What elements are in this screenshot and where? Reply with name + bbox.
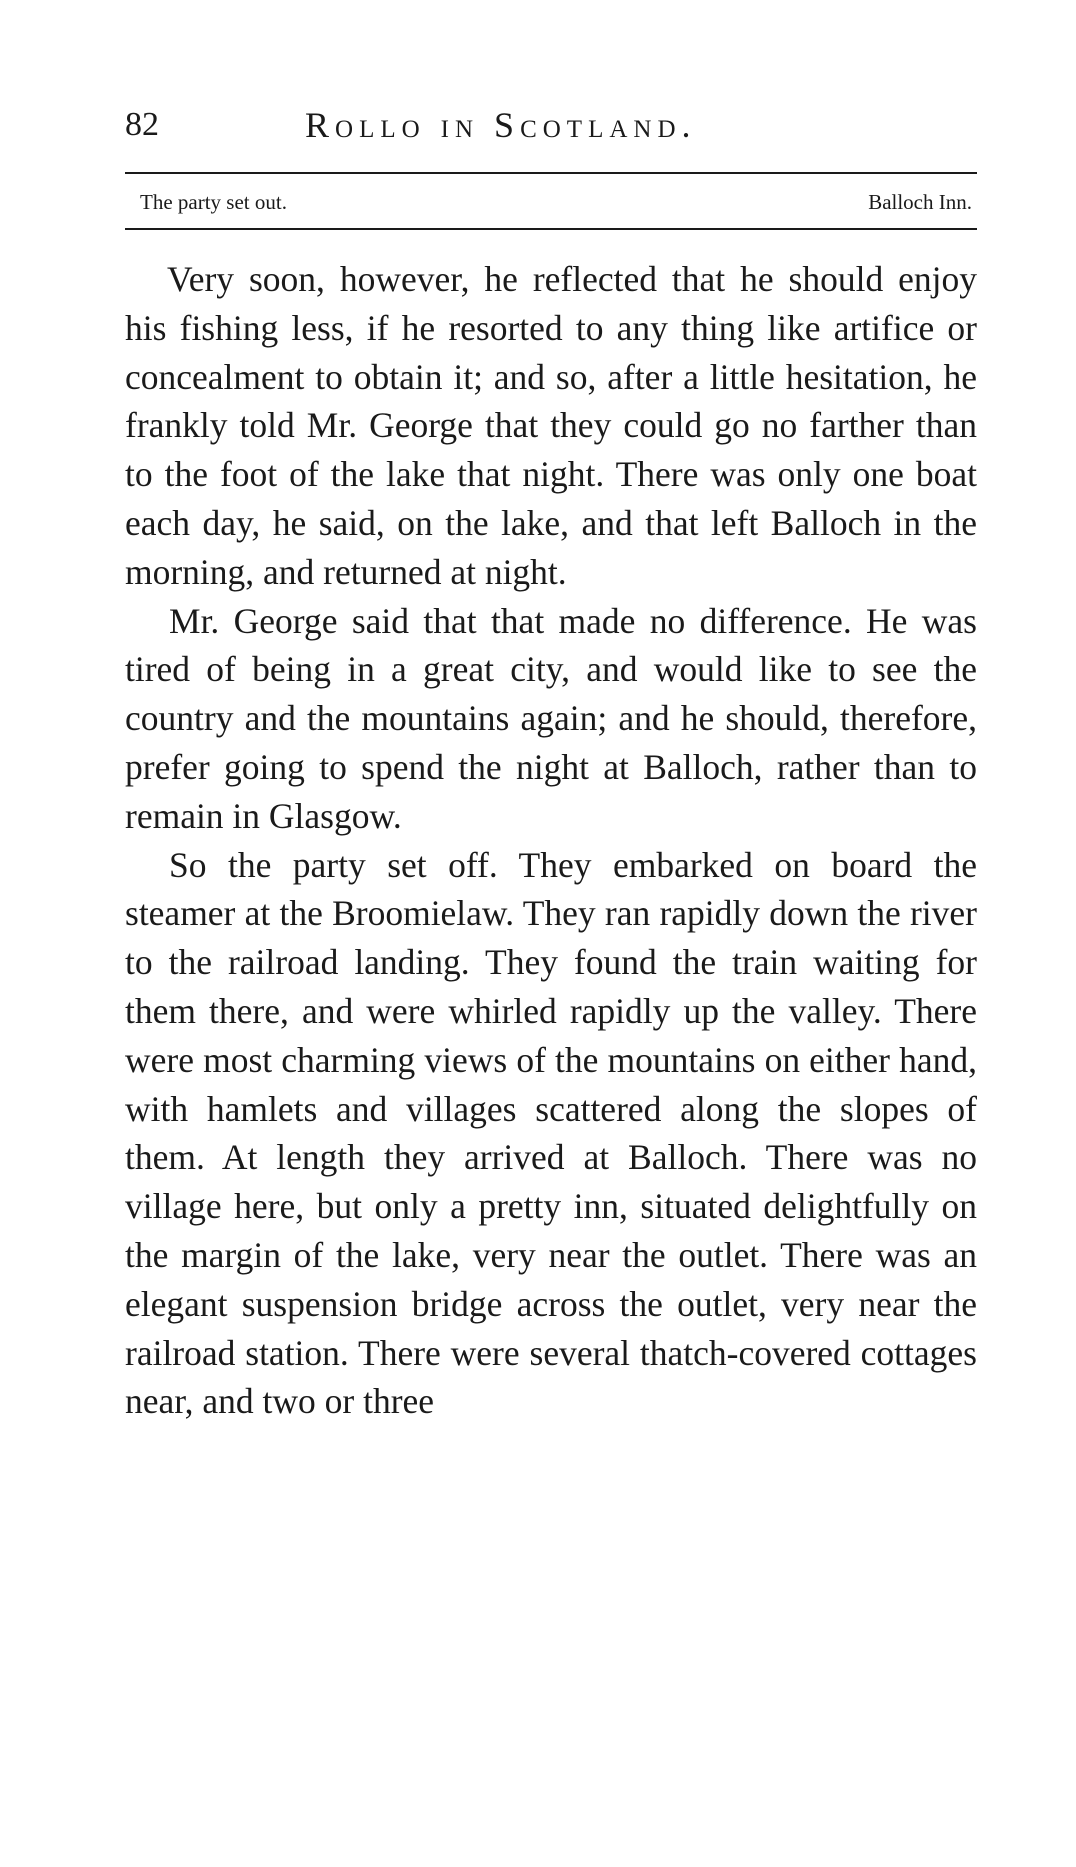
paragraph: So the party set off. They embarked on board the steamer at the Broomielaw. They ran rapidly down the river to the railroad landing. They found the train waiting for them there, and were whirled rapidly up the valley. There were most charming views of the mountains on either hand, with hamlets and villages scattered along the slopes of them. At length they arrived at Balloch. There was no village here, but only a pretty inn, situated delightfully on the margin of the lake, very near the outlet. There was an elegant suspension bridge across the outlet, very near the railroad station. There were several thatch-covered cottages near, and two or three bbox=[125, 844, 977, 1422]
headnote-right: Balloch Inn. bbox=[868, 190, 972, 214]
paragraph: Mr. George said that that made no difference. He was tired of being in a great city, and would like to see the country and the mountains again; and he should, therefore, prefer going to spend the night at Balloch, rather than to remain in Glasgow. bbox=[125, 600, 977, 836]
page-number: 82 bbox=[125, 106, 159, 143]
header-rule-bottom bbox=[125, 228, 977, 230]
header-rule-top bbox=[125, 172, 977, 174]
headnotes bbox=[140, 186, 972, 218]
headnote-left: The party set out. bbox=[140, 190, 287, 214]
body-text bbox=[125, 255, 977, 1426]
paragraph: Very soon, however, he reflected that he should enjoy his fishing less, if he resorted to any thing like artifice or concealment to obtain it; and so, after a little hesitation, he frankly told Mr. George that they could go no farther than to the foot of the lake that night. There was only one boat each day, he said, on the lake, and that left Balloch in the morning, and returned at night. bbox=[125, 259, 977, 592]
running-head bbox=[125, 103, 977, 147]
book-title: Rollo in Scotland. bbox=[305, 105, 697, 145]
